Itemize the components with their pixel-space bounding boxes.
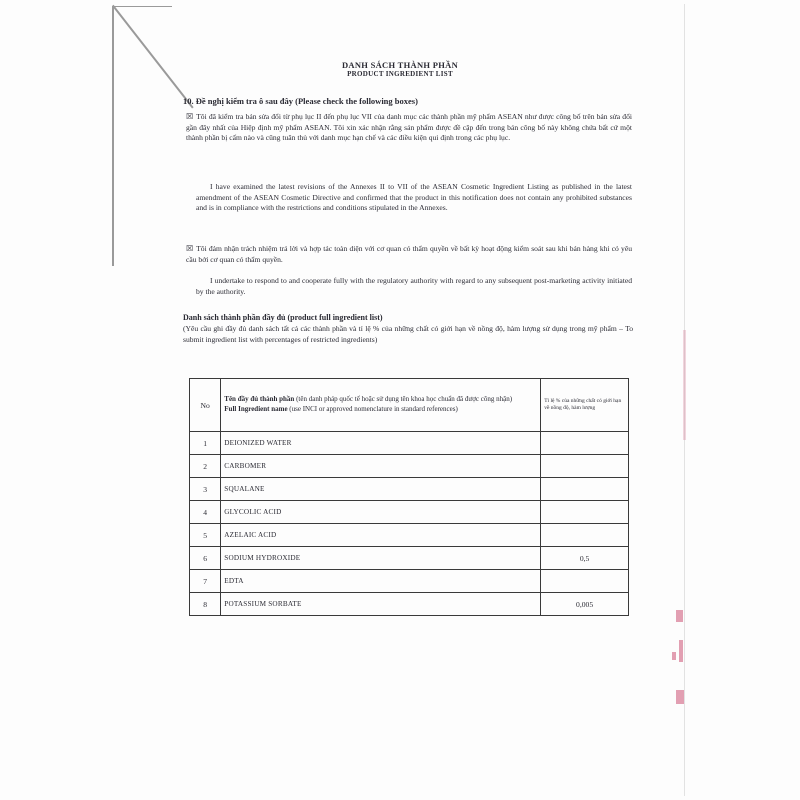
header-ingredient-name [221,379,541,432]
ingredient-name: EDTA [221,570,541,593]
row-number: 5 [190,524,221,547]
ingredient-percentage: 0,005 [541,593,629,616]
row-number: 7 [190,570,221,593]
table-row [190,547,629,570]
table-header-row [190,379,629,432]
ingredient-name: SODIUM HYDROXIDE [221,547,541,570]
section-heading: 10. Đề nghị kiểm tra ô sau đây (Please check the following boxes) [183,96,418,106]
ingredient-percentage [541,478,629,501]
row-number: 1 [190,432,221,455]
ingredient-percentage [541,524,629,547]
table-row [190,432,629,455]
table-row [190,455,629,478]
stamp-mark-icon [683,330,686,440]
page-top-edge [112,6,172,7]
ingredient-name: GLYCOLIC ACID [221,501,541,524]
ingredient-percentage: 0,5 [541,547,629,570]
header-name-en-note: (use INCI or approved nomenclature in standard references) [289,405,458,413]
stamp-mark-icon [676,690,684,704]
row-number: 8 [190,593,221,616]
ingredient-name: DEIONIZED WATER [221,432,541,455]
row-number: 4 [190,501,221,524]
table-row [190,524,629,547]
ingredient-list-instructions: (Yêu cầu ghi đầy đủ danh sách tất cả các thành phần và tỉ lệ % của những chất có giới hạn về nồng độ, hàm lượng sử dụng trong mỹ phẩm – To submit ingredient list with percentages of restricted ingredients) [183,324,633,344]
page-corner-fold [112,5,194,109]
page-corner-edge [112,6,114,266]
ingredient-name: SQUALANE [221,478,541,501]
checked-box-icon: ☒ [186,112,194,121]
table-row [190,570,629,593]
checked-box-icon: ☒ [186,244,194,253]
stamp-mark-icon [676,610,683,622]
title-english: PRODUCT INGREDIENT LIST [347,70,453,78]
paragraph-2-vi [186,244,632,265]
header-no: No [190,379,221,432]
ingredient-table [189,378,629,616]
ingredient-percentage [541,570,629,593]
paragraph-2-vi-text: Tôi đảm nhận trách nhiệm trả lời và hợp tác toàn diện với cơ quan có thẩm quyền về bất kỳ hoạt động kiểm soát sau khi bán hàng khi có yêu cầu bởi cơ quan có thẩm quyền. [186,244,632,264]
table-row [190,478,629,501]
ingredient-percentage [541,455,629,478]
table-row [190,501,629,524]
header-name-en: Full Ingredient name [224,405,288,413]
table-row [190,593,629,616]
ingredient-name: CARBOMER [221,455,541,478]
ingredient-name: AZELAIC ACID [221,524,541,547]
title-vietnamese: DANH SÁCH THÀNH PHẦN [341,60,459,70]
row-number: 6 [190,547,221,570]
paragraph-1-en: I have examined the latest revisions of the Annexes II to VII of the ASEAN Cosmetic Ingredient Listing as published in the latest amendment of the ASEAN Cosmetic Directive and confirmed that the product in this notification does not contain any prohibited substances and is in compliance with the restrictions and conditions stipulated in the Annexes. [196,182,632,213]
ingredient-percentage [541,501,629,524]
stamp-mark-icon [672,652,676,660]
ingredient-name: POTASSIUM SORBATE [221,593,541,616]
paragraph-1-vi [186,112,632,144]
ingredient-percentage [541,432,629,455]
row-number: 2 [190,455,221,478]
paragraph-1-vi-text: Tôi đã kiểm tra bản sửa đổi từ phụ lục II đến phụ lục VII của danh mục các thành phần mỹ phẩm ASEAN như được công bố trên bản sửa đổi gần đây nhất của Hiệp định mỹ phẩm ASEAN. Tôi xin xác nhận rằng sản phẩm được đề cập đến trong bản công bố này không chứa bất cứ một thành phần bị cấm nào và cũng tuân thủ với danh mục hạn chế và các điều kiện qui định trong các phụ lục. [186,112,632,143]
header-name-vi: Tên đầy đủ thành phần [224,395,295,404]
row-number: 3 [190,478,221,501]
header-percentage: Tỉ lệ % của những chất có giới hạn về nồng độ, hàm lượng [541,379,629,432]
paragraph-2-en: I undertake to respond to and cooperate fully with the regulatory authority with regard to any subsequent post-marketing activity initiated by the authority. [196,276,632,296]
ingredient-list-heading: Danh sách thành phần đầy đủ (product full ingredient list) [183,313,383,322]
stamp-mark-icon [679,640,683,662]
header-name-vi-note: (tên danh pháp quốc tế hoặc sử dụng tên khoa học chuẩn đã được công nhận) [296,395,513,404]
